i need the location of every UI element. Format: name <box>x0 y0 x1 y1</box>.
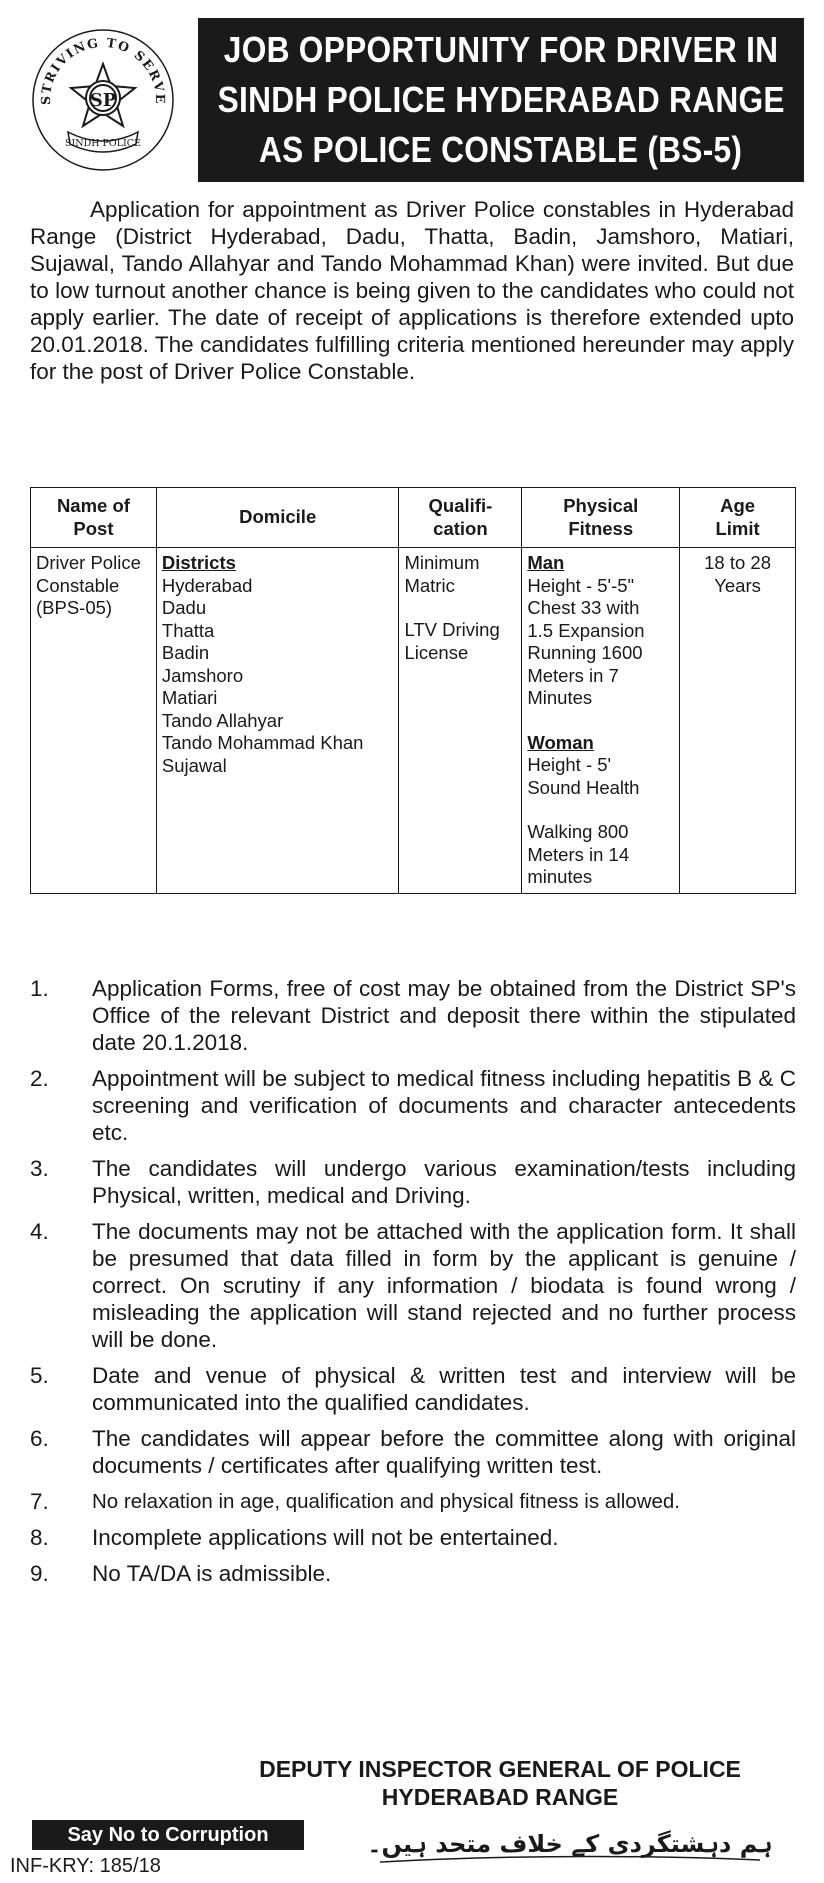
inf-reference-number: INF-KRY: 185/18 <box>10 1855 161 1877</box>
item-number: 1. <box>30 976 49 1001</box>
item-number: 9. <box>30 1561 49 1586</box>
intro-paragraph: Application for appointment as Driver Police constables in Hyderabad Range (District Hyderabad, Dadu, Thatta, Badin, Jamshoro, Matiari, Sujawal, Tando Allahyar and Tando Mohammad Khan) were invited. But due to low turnout another chance is being given to the candidates who could not apply earlier. The date of receipt of applications is therefore extended upto 20.01.2018. The candidates fulfilling criteria mentioned hereunder may apply for the post of Driver Police Constable. <box>30 197 794 384</box>
item-number: 6. <box>30 1426 49 1451</box>
header-age-limit <box>680 488 796 548</box>
header-age-line-1: Age <box>720 495 756 516</box>
item-text: The documents may not be attached with the application form. It shall be presumed that data filled in form by the applicant is genuine / correct. On scrutiny if any information / biodata is found wrong / misleading the application will stand rejected and no further process will be done. <box>92 1219 796 1352</box>
svg-text:SINDH POLICE: SINDH POLICE <box>65 138 141 149</box>
district-item: Dadu <box>161 597 207 618</box>
cell-domicile <box>156 548 399 894</box>
fitness-spacer <box>527 799 674 821</box>
list-item <box>30 975 796 1056</box>
list-item <box>30 1362 796 1416</box>
qualification-line: License <box>404 641 469 663</box>
header-post-line-2: Post <box>73 517 114 539</box>
qualification-spacer <box>404 597 516 619</box>
list-item <box>30 1218 796 1353</box>
table-header-row <box>31 488 796 548</box>
list-item <box>30 1560 796 1587</box>
district-item: Badin <box>161 642 210 663</box>
svg-text:STRIVING TO SERVE: STRIVING TO SERVE <box>37 34 169 106</box>
advert-header <box>10 18 814 186</box>
man-line: 1.5 Expansion <box>527 619 645 641</box>
post-line: Constable <box>36 574 120 596</box>
age-line: Years <box>714 574 761 596</box>
woman-walk-line: Meters in 14 <box>527 843 630 865</box>
man-line: Running 1600 <box>527 642 643 663</box>
post-line: Driver Police <box>36 552 141 573</box>
conditions-list <box>30 975 796 1596</box>
title-line-3: AS POLICE CONSTABLE (BS-5) <box>259 129 743 170</box>
item-text: Appointment will be subject to medical fitness including hepatitis B & C screening and verification of documents and character antecedents etc. <box>92 1066 796 1145</box>
header-qual-line-1: Qualifi- <box>428 495 493 516</box>
woman-walk-line: Walking 800 <box>527 821 629 842</box>
header-physical-fitness <box>522 488 680 548</box>
cell-age-limit <box>680 548 796 894</box>
header-age-line-2: Limit <box>715 517 760 539</box>
man-heading: Man <box>527 552 565 573</box>
item-number: 3. <box>30 1156 49 1181</box>
urdu-slogan <box>360 1822 780 1872</box>
header-qualification <box>399 488 522 548</box>
district-item: Jamshoro <box>161 664 244 686</box>
table-row <box>31 548 796 894</box>
signature-office: HYDERABAD RANGE <box>381 1784 619 1810</box>
advert-title-box <box>198 18 804 182</box>
district-item: Tando Allahyar <box>161 709 284 731</box>
district-item: Matiari <box>161 687 218 708</box>
age-line: 18 to 28 <box>704 552 771 573</box>
list-item <box>30 1488 796 1515</box>
item-text: No TA/DA is admissible. <box>92 1561 332 1586</box>
list-item <box>30 1524 796 1551</box>
header-qual-line-2: cation <box>433 517 488 539</box>
man-line: Height - 5'-5" <box>527 574 635 596</box>
list-item <box>30 1155 796 1209</box>
district-item: Sujawal <box>161 754 227 776</box>
list-item <box>30 1425 796 1479</box>
item-text: Application Forms, free of cost may be obtained from the District SP's Office of the relevant District and deposit there within the stipulated date 20.1.2018. <box>92 976 796 1055</box>
post-details-table <box>30 487 796 894</box>
woman-walk-line: minutes <box>527 866 593 887</box>
header-post <box>31 488 157 548</box>
title-line-1: JOB OPPORTUNITY FOR DRIVER IN <box>223 29 779 70</box>
man-line: Chest 33 with <box>527 597 640 618</box>
cell-physical-fitness <box>522 548 680 894</box>
district-item: Tando Mohammad Khan <box>161 732 364 753</box>
cell-qualification <box>399 548 522 894</box>
item-text: The candidates will appear before the committee along with original documents / certificates after qualifying written test. <box>92 1426 796 1478</box>
header-phys-line-1: Physical <box>563 495 639 516</box>
item-number: 4. <box>30 1219 49 1244</box>
header-domicile: Domicile <box>156 488 399 548</box>
item-text: No relaxation in age, qualification and physical fitness is allowed. <box>92 1490 681 1513</box>
woman-line: Height - 5' <box>527 754 612 775</box>
qualification-line: Matric <box>404 574 455 596</box>
item-number: 7. <box>30 1489 49 1514</box>
item-text: Date and venue of physical & written test and interview will be communicated into the qualified candidates. <box>92 1363 796 1415</box>
woman-line: Sound Health <box>527 776 640 798</box>
district-item: Hyderabad <box>161 574 253 596</box>
post-line: (BPS-05) <box>36 597 113 618</box>
header-post-line-1: Name of <box>56 495 130 516</box>
title-line-2: SINDH POLICE HYDERABAD RANGE <box>217 79 785 120</box>
item-text: The candidates will undergo various examination/tests including Physical, written, medical and Driving. <box>92 1156 796 1208</box>
list-item <box>30 1065 796 1146</box>
item-number: 5. <box>30 1363 49 1388</box>
fitness-spacer <box>527 710 674 732</box>
item-number: 2. <box>30 1066 49 1091</box>
district-item: Thatta <box>161 619 215 641</box>
svg-text:SP: SP <box>89 90 117 111</box>
signature-designation: DEPUTY INSPECTOR GENERAL OF POLICE <box>259 1756 741 1782</box>
item-number: 8. <box>30 1525 49 1550</box>
man-line: Minutes <box>527 687 593 708</box>
urdu-slogan-text: ہم دہشتگردی کے خلاف متحد ہیں۔ <box>367 1830 773 1858</box>
qualification-line: Minimum <box>404 552 480 573</box>
item-text: Incomplete applications will not be entertained. <box>92 1525 559 1550</box>
woman-heading: Woman <box>527 731 594 753</box>
say-no-to-corruption-banner: Say No to Corruption <box>32 1820 304 1850</box>
signature-block <box>180 1755 820 1811</box>
qualification-line: LTV Driving <box>404 619 500 640</box>
cell-post <box>31 548 157 894</box>
districts-heading: Districts <box>161 552 236 573</box>
header-phys-line-2: Fitness <box>568 517 634 539</box>
sindh-police-logo <box>28 22 178 172</box>
man-line: Meters in 7 <box>527 664 619 686</box>
